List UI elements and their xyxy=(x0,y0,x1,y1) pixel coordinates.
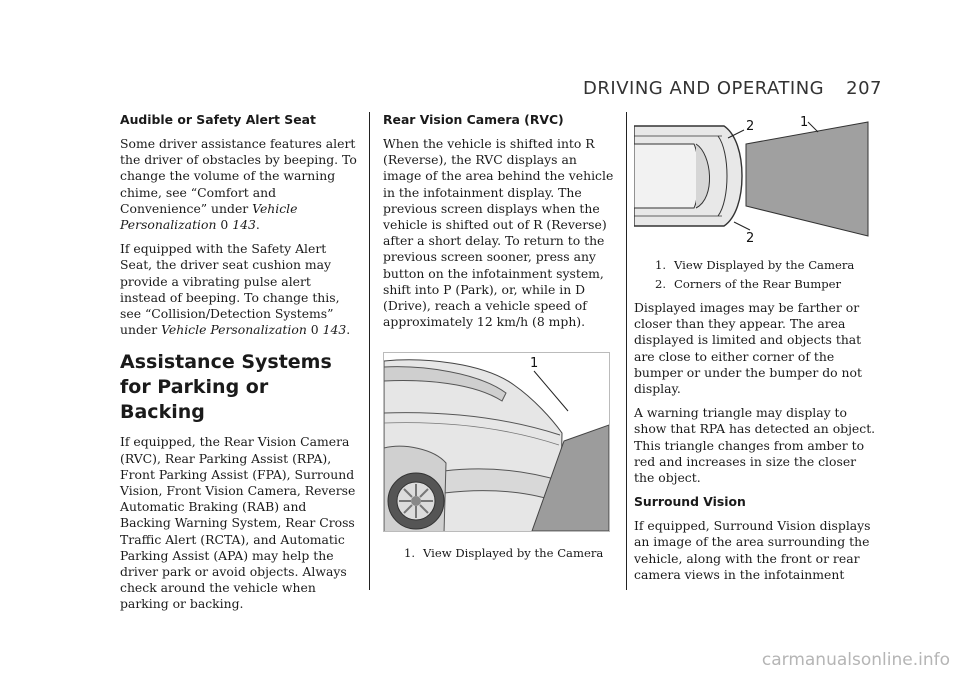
heading-alert-seat: Audible or Safety Alert Seat xyxy=(120,112,316,127)
watermark: carmanualsonline.info xyxy=(761,650,950,670)
paragraph-displayed-images: Displayed images may be farther or closer than they appear. The area displayed is limited and objects that are close to either corner of the bumper or under the bumper do not display. xyxy=(634,300,862,397)
figure-callout-2-bottom: 2 xyxy=(746,231,755,244)
paragraph-rvc: When the vehicle is shifted into R (Reverse), the RVC displays an image of the area behind the vehicle in the infotainment display. The previous screen displays when the vehicle is shifted out of R (Reverse) after a short delay. To return to the previous screen sooner, press any button on the infotainment system, shift into P (Park), or, while in D (Drive), reach a vehicle speed of approximately 12 km/h (8 mph). xyxy=(383,136,614,330)
paragraph-alert-chime: Some driver assistance features alert the driver of obstacles by beeping. To change the volume of the warning chime, see “Comfort and Convenience” under Vehicle Personalization 0 143. xyxy=(120,136,357,233)
heading-assistance-systems: Assistance Systems for Parking or Backing xyxy=(120,351,332,424)
xref-vehicle-personalization[interactable]: Vehicle Personalization xyxy=(120,200,298,233)
paragraph-assistance-intro: If equipped, the Rear Vision Camera (RVC), Rear Parking Assist (RPA), Front Parking Assist (FPA), Surround Vision, Front Vision Camera, Reverse Automatic Braking (RAB) and Backing Warning System, Rear Cross Traffic Alert (RCTA), and Automatic Parking Assist (APA) may help the driver park or avoid objects. Always check around the vehicle when parking or backing. xyxy=(120,434,356,612)
rear-car-camera-illustration xyxy=(383,352,610,532)
page-ref-arrow: 0 xyxy=(310,322,319,338)
xref-vehicle-personalization[interactable]: Vehicle Personalization xyxy=(161,322,307,338)
caption-item: 1. View Displayed by the Camera xyxy=(404,546,604,561)
section-title: DRIVING AND OPERATING xyxy=(583,78,825,99)
figure-callout-1: 1 xyxy=(800,115,809,130)
figure-callout-2-top: 2 xyxy=(746,119,755,134)
page-ref-link[interactable]: 143 xyxy=(232,217,256,233)
paragraph-surround-vision: If equipped, Surround Vision displays an image of the area surrounding the vehicle, along with the front or rear camera views in the infotainment xyxy=(634,518,871,582)
paragraph-safety-seat: If equipped with the Safety Alert Seat, the driver seat cushion may provide a vibrating pulse alert instead of beeping. To change this, see “Collision/Detection Systems” under Vehicle Personalization 0 143. xyxy=(120,241,351,338)
figure-caption-list xyxy=(383,546,615,561)
caption-item: 2. Corners of the Rear Bumper xyxy=(655,277,842,291)
page-ref-link[interactable]: 143 xyxy=(322,322,347,338)
running-header xyxy=(583,78,882,99)
heading-rear-vision-camera: Rear Vision Camera (RVC) xyxy=(383,112,564,127)
column-2 xyxy=(383,112,615,569)
column-divider xyxy=(626,112,627,590)
figure-callout-1: 1 xyxy=(530,356,539,372)
caption-item: 1. View Displayed by the Camera xyxy=(655,258,855,272)
page-ref-arrow: 0 xyxy=(220,217,229,233)
heading-surround-vision: Surround Vision xyxy=(634,494,746,510)
paragraph-warning-triangle: A warning triangle may display to show that RPA has detected an object. This triangle changes from amber to red and increases in size the closer the object. xyxy=(634,405,876,486)
overhead-car-camera-illustration xyxy=(634,114,874,244)
page-number: 207 xyxy=(846,78,882,99)
column-divider xyxy=(369,112,370,590)
figure-caption-list xyxy=(634,258,880,292)
column-1 xyxy=(120,112,358,621)
column-3 xyxy=(634,114,880,591)
